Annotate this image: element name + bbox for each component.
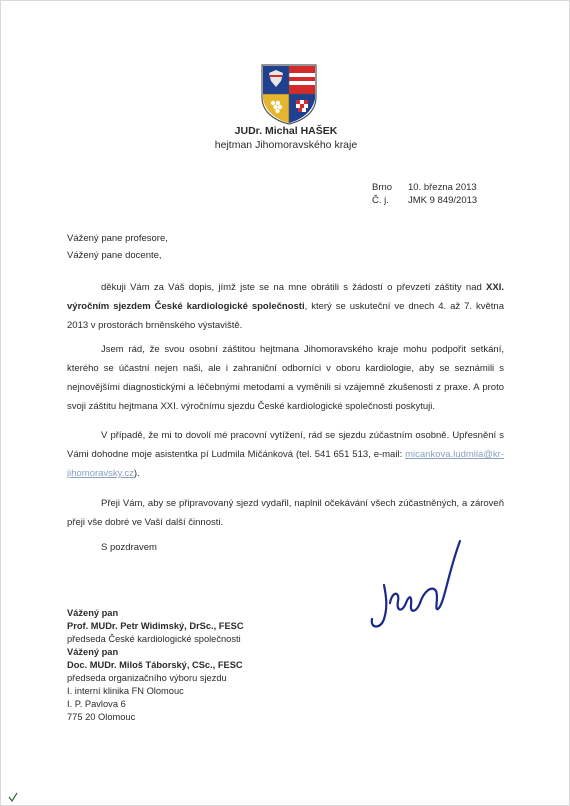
salutation-line-2: Vážený pane docente, bbox=[67, 250, 162, 261]
closing: S pozdravem bbox=[101, 542, 157, 553]
checkmark-icon bbox=[7, 791, 19, 803]
salutation-line-1: Vážený pane profesore, bbox=[67, 233, 168, 244]
coat-of-arms-icon bbox=[260, 63, 318, 125]
recipient-line: Vážený pan bbox=[67, 647, 119, 657]
paragraph-2 bbox=[67, 340, 504, 416]
paragraph-1-text-a: děkuji Vám za Váš dopis, jímž jste se na mne obrátili s žádostí o převzetí záštity nad bbox=[101, 282, 482, 293]
salutation bbox=[67, 230, 168, 264]
recipient-name-1: Prof. MUDr. Petr Widimský, DrSc., FESC bbox=[67, 621, 244, 631]
paragraph-3-text-b: ). bbox=[133, 468, 140, 479]
sender-title: hejtman Jihomoravského kraje bbox=[214, 139, 358, 151]
paragraph-1 bbox=[67, 278, 504, 335]
letter-date: 10. března 2013 bbox=[408, 182, 477, 193]
paragraph-4-text: Přeji Vám, aby se připravovaný sjezd vydařil, naplnil očekávání všech zúčastněných, a zároveň přeji vše dobré ve Vaší další činnosti. bbox=[67, 498, 504, 528]
recipient-line: I. interní klinika FN Olomouc bbox=[67, 686, 184, 696]
sender-block bbox=[1, 124, 570, 152]
paragraph-3 bbox=[67, 426, 504, 483]
reference-label: Č. j. bbox=[372, 195, 389, 206]
recipient-line: předseda organizačního výboru sjezdu bbox=[67, 673, 227, 683]
recipient-block bbox=[67, 607, 244, 724]
recipient-street: I. P. Pavlova 6 bbox=[67, 699, 126, 709]
email-link[interactable]: micankova.ludmila@kr-jihomoravsky.cz bbox=[67, 449, 504, 479]
paragraph-4 bbox=[67, 494, 504, 532]
reference-block bbox=[372, 181, 477, 207]
sender-name: JUDr. Michal HAŠEK bbox=[234, 125, 338, 137]
recipient-city: 775 20 Olomouc bbox=[67, 712, 136, 722]
paragraph-1-text-b: , který se uskuteční ve dnech 4. až 7. května 2013 v prostorách brněnského výstaviště. bbox=[67, 301, 504, 331]
paragraph-1-bold: XXI. výročním sjezdem České kardiologické společnosti bbox=[67, 282, 504, 312]
paragraph-2-text: Jsem rád, že svou osobní záštitou hejtmana Jihomoravského kraje mohu podpořit setkání, kterého se účastní nejen naši, ale i zahraniční odborníci v oboru kardiologie, aby se seznámili s nejnovějšími diagnostickými a léčebnými metodami a vyměnili si vzájemně zkušenosti z praxe. A proto svoji záštitu hejtmana XXI. výročnímu sjezdu České kardiologické společnosti poskytuji. bbox=[67, 344, 504, 412]
reference-number: JMK 9 849/2013 bbox=[408, 195, 478, 206]
paragraph-3-text-a: V případě, že mi to dovolí mé pracovní vytížení, rád se sjezdu zúčastním osobně. Upřesnění s Vámi dohodne moje asistentka pí Ludmila Mičánková (tel. 541 651 513, e-mail: bbox=[67, 430, 504, 460]
recipient-line: předseda České kardiologické společnosti bbox=[67, 634, 241, 644]
recipient-name-2: Doc. MUDr. Miloš Táborský, CSc., FESC bbox=[67, 660, 243, 670]
recipient-line: Vážený pan bbox=[67, 608, 119, 618]
place-label: Brno bbox=[372, 182, 393, 193]
handwritten-signature bbox=[356, 533, 476, 633]
